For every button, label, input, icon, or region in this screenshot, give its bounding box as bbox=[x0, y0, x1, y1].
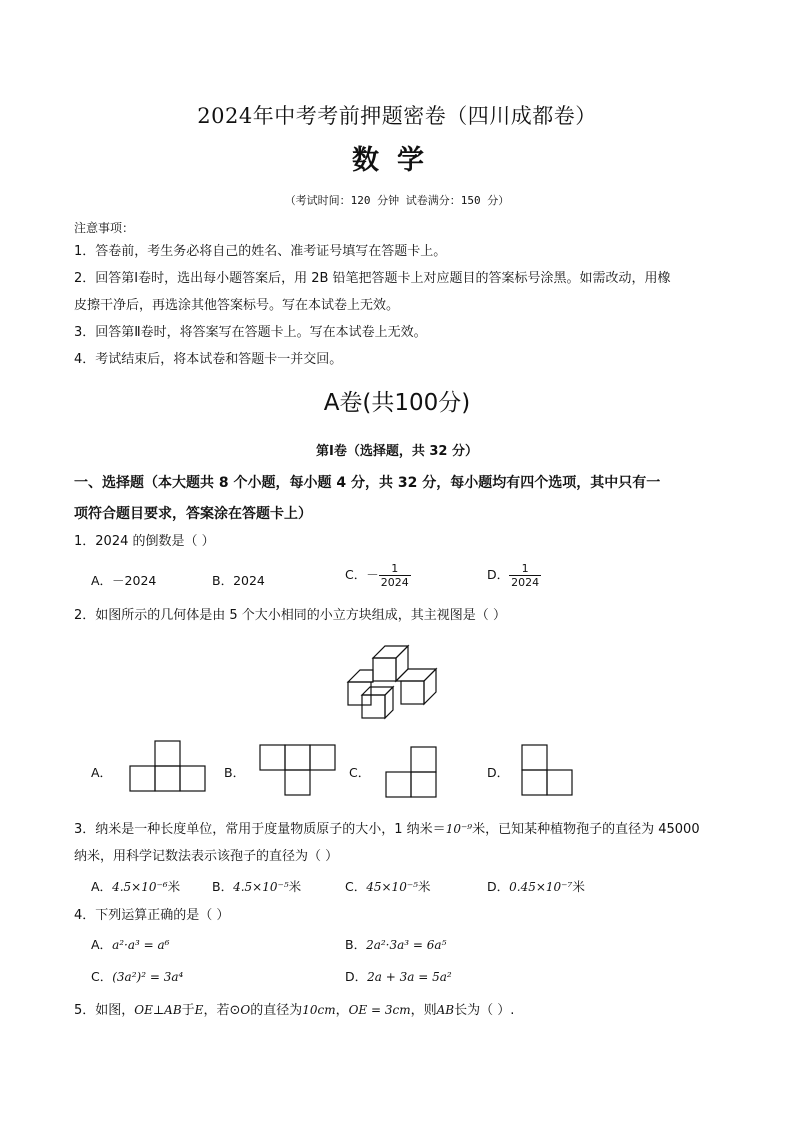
math-expression: AB bbox=[436, 1003, 455, 1017]
option-b-view-figure bbox=[258, 744, 338, 800]
math-expression: 2a + 3a = 5a² bbox=[367, 970, 452, 984]
question-3-stem-line1 bbox=[74, 815, 724, 844]
fraction bbox=[379, 562, 411, 589]
question-2-stem: 2．如图所示的几何体是由 5 个大小相同的小立方块组成，其主视图是（ ） bbox=[74, 608, 506, 623]
unit: 米 bbox=[572, 879, 585, 894]
question-1-option-d bbox=[487, 562, 541, 589]
option-label: D． bbox=[345, 969, 368, 984]
fraction bbox=[509, 562, 541, 589]
option-label: A． bbox=[91, 879, 113, 894]
text-segment: 长为（ ）. bbox=[454, 1003, 515, 1018]
fraction-denominator: 2024 bbox=[380, 576, 409, 589]
question-4-stem: 4．下列运算正确的是（ ） bbox=[74, 908, 230, 923]
question-1-stem: 1．2024 的倒数是（ ） bbox=[74, 534, 215, 549]
math-expression: OE = 3cm bbox=[348, 1003, 411, 1017]
option-label: B． bbox=[345, 937, 367, 952]
question-1-option-b: B．2024 bbox=[212, 573, 265, 588]
option-a-view-figure bbox=[128, 740, 208, 792]
option-label: D． bbox=[487, 567, 510, 582]
question-5-stem bbox=[74, 996, 724, 1025]
math-expression: 4.5×10⁻⁶ bbox=[112, 880, 168, 894]
math-expression: 2a²·3a³ = 6a⁵ bbox=[366, 938, 447, 952]
option-label: A． bbox=[91, 937, 113, 952]
text-segment: 的直径为 bbox=[250, 1003, 303, 1018]
question-3-option-a bbox=[91, 877, 180, 895]
notice-title: 注意事项： bbox=[74, 221, 135, 235]
question-3-option-d bbox=[487, 877, 585, 895]
fraction-numerator: 1 bbox=[379, 562, 411, 576]
unit: 米 bbox=[167, 879, 181, 894]
option-label: C． bbox=[345, 879, 367, 894]
text-segment: 米，已知某种植物孢子的直径为 45000 bbox=[472, 822, 700, 837]
question-1-option-c bbox=[345, 562, 411, 589]
fraction-denominator: 2024 bbox=[511, 576, 540, 589]
exam-meta: （考试时间：120 分钟 试卷满分：150 分） bbox=[284, 194, 510, 207]
text-segment: ，若⊙ bbox=[203, 1003, 241, 1018]
question-1-option-a: A．－2024 bbox=[91, 573, 157, 588]
option-label: C． bbox=[91, 969, 113, 984]
option-label: B． bbox=[212, 879, 234, 894]
unit: 米 bbox=[288, 879, 302, 894]
math-expression: E bbox=[194, 1003, 204, 1017]
math-expression: 10cm bbox=[302, 1003, 336, 1017]
option-label: D． bbox=[487, 879, 510, 894]
question-2-option-a: A． bbox=[91, 765, 113, 780]
text-segment: ， bbox=[335, 1003, 349, 1018]
exam-title: 2024年中考考前押题密卷（四川成都卷） bbox=[197, 104, 597, 128]
question-4-option-a bbox=[91, 935, 169, 953]
option-c-view-figure bbox=[385, 746, 440, 802]
fraction-numerator: 1 bbox=[509, 562, 541, 576]
question-3-stem-line2: 纳米，用科学记数法表示该孢子的直径为（ ） bbox=[74, 849, 339, 864]
question-3-option-c bbox=[345, 877, 431, 895]
text-segment: ，则 bbox=[410, 1003, 437, 1018]
question-4-option-c bbox=[91, 967, 183, 985]
question-2-option-d: D． bbox=[487, 765, 510, 780]
question-4-option-b bbox=[345, 935, 446, 953]
question-2-option-c: C． bbox=[349, 765, 371, 780]
math-expression: a²·a³ = a⁶ bbox=[112, 938, 170, 952]
question-4-option-d bbox=[345, 967, 452, 985]
question-3-option-b bbox=[212, 877, 301, 895]
text-segment: 3．纳米是一种长度单位，常用于度量物质原子的大小，1 纳米＝ bbox=[74, 822, 446, 837]
section-heading-line: 项符合题目要求，答案涂在答题卡上） bbox=[74, 506, 312, 522]
notice-item: 1．答卷前，考生务必将自己的姓名、准考证号填写在答题卡上。 bbox=[74, 244, 447, 259]
section-a-title: A卷(共100分) bbox=[323, 390, 471, 416]
text-segment: 于 bbox=[181, 1003, 195, 1018]
cube-solid-figure bbox=[340, 640, 450, 720]
math-expression: O bbox=[240, 1003, 251, 1017]
math-expression: 45×10⁻⁵ bbox=[366, 880, 418, 894]
notice-item: 皮擦干净后，再选涂其他答案标号。写在本试卷上无效。 bbox=[74, 298, 400, 313]
part1-title: 第Ⅰ卷（选择题，共 32 分） bbox=[316, 444, 478, 459]
notice-item: 4．考试结束后，将本试卷和答题卡一并交回。 bbox=[74, 352, 343, 367]
math-expression: 0.45×10⁻⁷ bbox=[509, 880, 573, 894]
section-heading bbox=[74, 468, 724, 530]
subject-title: 数学 bbox=[352, 145, 442, 176]
math-expression: OE⊥AB bbox=[134, 1003, 182, 1017]
math-expression: 4.5×10⁻⁵ bbox=[233, 880, 289, 894]
section-heading-line: 一、选择题（本大题共 8 个小题，每小题 4 分，共 32 分，每小题均有四个选项，其中只有一 bbox=[74, 475, 661, 491]
option-label: C．－ bbox=[345, 567, 379, 582]
notice-item: 3．回答第Ⅱ卷时，将答案写在答题卡上。写在本试卷上无效。 bbox=[74, 325, 427, 340]
math-expression: 10⁻⁹ bbox=[445, 822, 473, 836]
text-segment: 5．如图， bbox=[74, 1003, 135, 1018]
option-d-view-figure bbox=[521, 744, 577, 800]
math-expression: (3a²)² = 3a⁴ bbox=[112, 970, 184, 984]
question-2-option-b: B． bbox=[224, 765, 246, 780]
unit: 米 bbox=[417, 879, 431, 894]
notice-item: 2．回答第Ⅰ卷时，选出每小题答案后，用 2B 铅笔把答题卡上对应题目的答案标号涂黑。如需改动，用橡 bbox=[74, 271, 671, 286]
